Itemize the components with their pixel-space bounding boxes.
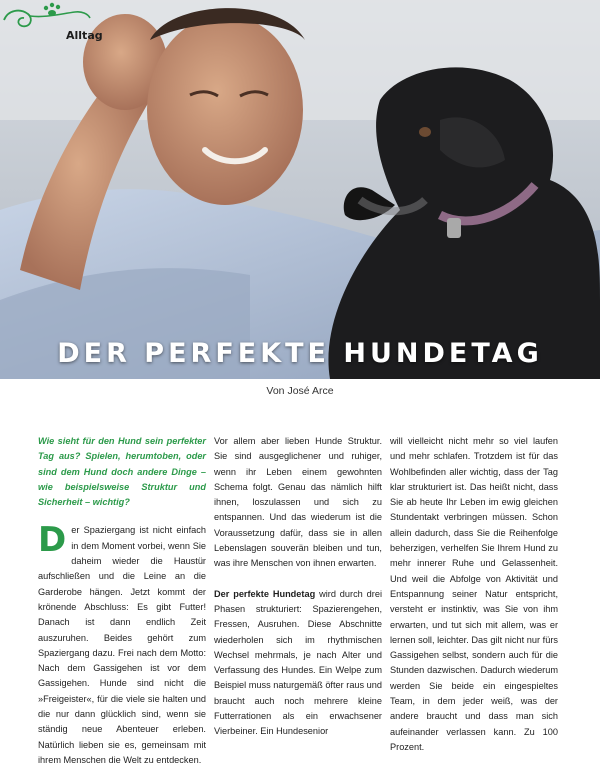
section-label: Alltag (66, 29, 103, 42)
inline-subhead: Der perfekte Hundetag (214, 588, 316, 599)
body-paragraph: Vor allem aber lieben Hunde Struktur. Sie sind ausgeglichener und ruhiger, wenn ihr Leben einem gewohnten Schema folgt. Genau das nämlich hilft ihnen, loszulassen und sich zu entspannen. Und das wiederum ist die Voraussetzung dafür, dass sie in allen Lebenslagen souverän bleiben und tun, was ihre Menschen von ihnen erwarten. (214, 436, 382, 569)
article-title: DER PERFEKTE HUNDETAG (57, 338, 543, 369)
man-and-dog-photo (0, 0, 600, 379)
body-paragraph (38, 520, 206, 768)
body-paragraph: will vielleicht nicht mehr so viel laufen und mehr schlafen. Trotzdem ist für das Wohlbefinden aller wichtig, dass der Tag klar strukturiert ist. Das heißt nicht, dass Sie ab heute Ihr Leben im ewig gleichen Stundentakt verbringen müssen. Schon allein dadurch, dass Sie die Reihenfolge beherzigen, verhelfen Sie Ihrem Hund zu mehr innerer Ruhe und Gelassenheit. Und weil die Abfolge von Aktivität und Entspannung seiner Natur entspricht, versteht er instinktiv, was Sie von ihm erwarten, und tut sich mit allem, was er lernen soll, leichter. Das gilt nicht nur fürs Gassigehen selbst, sondern auch für die Stunden dazwischen. Dadurch wiederum werden Sie beide ein eingespieltes Team, in dem jeder weiß, was der andere braucht und dass man sich aufeinander verlassen kann. Zu 100 Prozent. (390, 436, 558, 752)
column-1 (38, 434, 206, 768)
column-3 (390, 434, 558, 755)
byline: Von José Arce (266, 385, 334, 397)
body-paragraph (214, 587, 382, 740)
hero-photo (0, 0, 600, 379)
column-2 (214, 434, 382, 740)
body-text: wird durch drei Phasen strukturiert: Spazierengehen, Fressen, Ausruhen. Diese Abschnitte wiederholen sich im rhythmischen Wechsel mehrmals, je nach Alter und Verfassung des Hundes. Ein Welpe zum Beispiel muss naturgemäß öfter raus und braucht auch noch mehrere kleine Futterrationen als ein erwachsener Vierbeiner. Ein Hundesenior (214, 588, 383, 737)
lead-paragraph: Wie sieht für den Hund sein perfekter Tag aus? Spielen, herumtoben, oder sind dem Hund doch andere Dinge – wie beispielsweise Struktur und Sicherheit – wichtig? (38, 436, 206, 508)
body-text: er Spaziergang ist nicht einfach in dem Moment vorbei, wenn Sie daheim wieder die Haustür aufschließen und die Leine an die Garderobe hängen. Jetzt kommt der krönende Abschluss: Es gibt Futter! Danach ist dann endlich Zeit auszuruhen. Beides gehört zum Spaziergang dazu. Frei nach dem Motto: Nach dem Gassigehen ist vor dem Gassigehen. Hunde sind nicht die »Freigeister«, für die viele sie halten und die nur dann glücklich sind, wenn sie ständig neue Abenteuer erleben. Natürlich lieben sie es, gemeinsam mit ihrem Menschen die Welt zu entdecken. (38, 525, 206, 765)
drop-cap: D (38, 520, 67, 561)
